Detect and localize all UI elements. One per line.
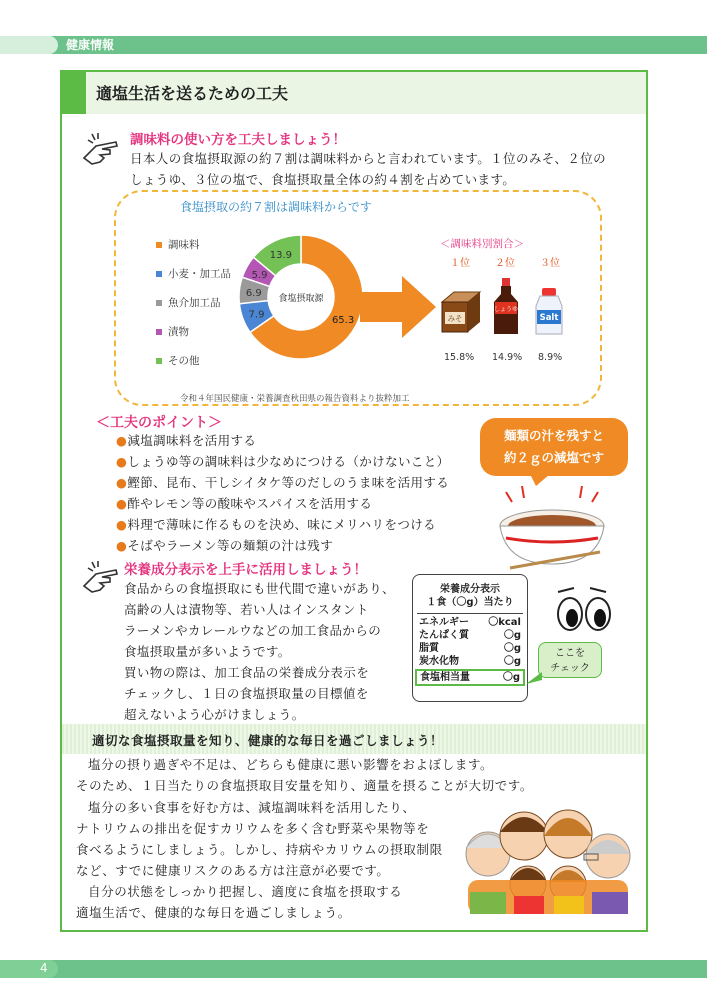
legend-swatch <box>156 329 162 335</box>
legend-swatch <box>156 271 162 277</box>
donut-value-label: 65.3 <box>331 315 355 327</box>
point-text: そばやラーメン等の麺類の汁は残す <box>127 538 334 553</box>
legend-item <box>156 325 231 354</box>
point-item <box>116 430 450 451</box>
pointing-hand-icon <box>80 556 122 598</box>
product-label-soy: しょうゆ <box>493 306 519 313</box>
section1-heading: 調味料の使い方を工夫しましょう！ <box>130 132 346 148</box>
tip-line-2: 約２ｇの減塩です <box>503 450 604 465</box>
donut-center-label: 食塩摂取源 <box>278 294 324 304</box>
chart-title: 食塩摂取の約７割は調味料からです <box>180 200 372 214</box>
salt-shaker-icon <box>534 288 564 336</box>
nutrition-row <box>419 616 521 629</box>
legend-item <box>156 296 231 325</box>
callout-pointer <box>526 672 542 686</box>
donut-value-label: 5.9 <box>251 269 268 281</box>
legend-label: 漬物 <box>168 326 189 338</box>
arrow-icon <box>360 272 438 342</box>
nutrition-title: 栄養成分表示 <box>440 584 500 595</box>
page-title: 適塩生活を送るための工夫 <box>96 84 289 103</box>
section2-line: 超えないよう心がけましょう。 <box>124 707 305 722</box>
tip-bubble <box>480 418 628 476</box>
soy-sauce-bottle-icon <box>492 278 520 336</box>
section3-line: 塩分の多い食事を好む方は、減塩調味料を活用したり、 <box>88 800 416 815</box>
footer-band-accent <box>0 960 58 978</box>
nutrition-row <box>419 655 521 668</box>
check-line-1: ここを <box>555 648 585 659</box>
donut-value-label: 13.9 <box>269 249 293 261</box>
nutrient-value: 〇g <box>502 672 520 683</box>
bullet-icon: ● <box>116 475 128 490</box>
point-text: 酢やレモン等の酸味やスパイスを活用する <box>127 496 373 511</box>
section1-line-1: 日本人の食塩摂取源の約７割は調味料からと言われています。１位のみそ、２位の <box>130 151 607 166</box>
nutrition-subtitle: １食（〇g）当たり <box>426 597 514 608</box>
check-here-callout <box>538 642 602 678</box>
section3-line: 塩分の摂り過ぎや不足は、どちらも健康に悪い影響をおよぼします。 <box>88 757 494 772</box>
nutrition-label <box>412 574 528 702</box>
section3-line: など、すでに健康リスクのある方は注意が必要です。 <box>76 863 390 878</box>
section2-line: 高齢の人は漬物等、若い人はインスタント <box>124 602 369 617</box>
section2-heading: 栄養成分表示を上手に活用しましょう！ <box>124 562 367 578</box>
rank-1-percent: 15.8% <box>444 352 475 363</box>
point-item <box>116 472 450 493</box>
nutrient-name: 炭水化物 <box>419 656 459 667</box>
tip-line-1: 麺類の汁を残すと <box>503 428 604 443</box>
nutrient-value: 〇g <box>503 643 521 654</box>
eyes-icon <box>554 586 614 636</box>
points-list <box>116 430 450 556</box>
section2-line: 食塩摂取量が多いようです。 <box>124 644 291 659</box>
section3-line: そのため、１日当たりの食塩摂取目安量を知り、適量を摂ることが大切です。 <box>76 778 534 793</box>
rank-2: ２位 <box>495 258 515 269</box>
chart-source: 令和４年国民健康・栄養調査秋田県の報告資料より抜粋加工 <box>180 394 410 404</box>
rank-1: １位 <box>450 258 470 269</box>
section2-line: 食品からの食塩摂取にも世代間で違いがあり、 <box>124 581 395 596</box>
check-line-2: チェック <box>550 663 590 674</box>
section3-line: ナトリウムの排出を促すカリウムを多く含む野菜や果物等を <box>76 821 430 836</box>
nutrition-row <box>419 642 521 655</box>
legend-item <box>156 238 231 267</box>
footer-band <box>0 960 707 978</box>
nutrient-value: 〇g <box>503 630 521 641</box>
rank-3: ３位 <box>540 258 560 269</box>
point-text: 減塩調味料を活用する <box>127 433 257 448</box>
page-number: 4 <box>40 961 48 975</box>
section3-line: 食べるようにしましょう。しかし、持病やカリウムの摂取制限 <box>76 842 443 857</box>
miso-container-icon <box>440 290 482 334</box>
legend-swatch <box>156 300 162 306</box>
point-item <box>116 535 450 556</box>
legend-swatch <box>156 358 162 364</box>
point-item <box>116 451 450 472</box>
title-accent <box>62 72 86 114</box>
legend-label: その他 <box>168 355 200 367</box>
nutrient-value: 〇kcal <box>488 617 521 628</box>
legend-label: 小麦・加工品 <box>168 268 231 280</box>
nutrient-name: 食塩相当量 <box>420 672 470 683</box>
bullet-icon: ● <box>116 538 128 553</box>
chart-legend <box>156 238 231 383</box>
section3-line: 適塩生活で、健康的な毎日を過ごしましょう。 <box>76 905 351 920</box>
nutrient-name: エネルギー <box>419 617 469 628</box>
points-heading: ＜工夫のポイント＞ <box>96 415 222 431</box>
legend-label: 調味料 <box>168 239 200 251</box>
legend-swatch <box>156 242 162 248</box>
nutrient-name: 脂質 <box>419 643 439 654</box>
product-label-miso: みそ <box>447 314 463 323</box>
header-band-accent <box>0 36 58 54</box>
product-label-salt: Salt <box>539 313 559 323</box>
section2-body <box>124 578 395 725</box>
point-item <box>116 493 450 514</box>
rank-2-percent: 14.9% <box>492 352 523 363</box>
section3-line: 自分の状態をしっかり把握し、適度に食塩を摂取する <box>88 884 403 899</box>
ranking-heading: ＜調味料別割合＞ <box>440 238 524 250</box>
legend-item <box>156 354 231 383</box>
point-text: 鰹節、昆布、干しシイタケ等のだしのうま味を活用する <box>127 475 450 490</box>
bullet-icon: ● <box>116 433 128 448</box>
nutrition-row-salt <box>415 669 525 686</box>
section1-line-2: しょうゆ、３位の塩で、食塩摂取量全体の約４割を占めています。 <box>130 172 516 187</box>
section2-line: チェックし、１日の食塩摂取量の目標値を <box>124 686 369 701</box>
point-text: しょうゆ等の調味料は少なめにつける（かけないこと） <box>127 454 450 469</box>
donut-value-label: 7.9 <box>248 309 265 321</box>
pointing-hand-icon <box>80 128 122 170</box>
legend-label: 魚介加工品 <box>168 297 221 309</box>
bullet-icon: ● <box>116 454 128 469</box>
header-label: 健康情報 <box>66 38 115 52</box>
donut-value-label: 6.9 <box>245 287 262 299</box>
nutrition-row <box>419 629 521 642</box>
family-illustration <box>458 796 636 914</box>
nutrition-divider <box>417 613 523 614</box>
legend-item <box>156 267 231 296</box>
donut-chart <box>236 232 366 362</box>
ramen-bowl-icon <box>492 480 612 574</box>
rank-3-percent: 8.9% <box>538 352 563 363</box>
point-item <box>116 514 450 535</box>
nutrient-name: たんぱく質 <box>419 630 469 641</box>
nutrient-value: 〇g <box>503 656 521 667</box>
section3-heading: 適切な食塩摂取量を知り、健康的な毎日を過ごしましょう！ <box>92 733 444 748</box>
bullet-icon: ● <box>116 517 128 532</box>
point-text: 料理で薄味に作るものを決め、味にメリハリをつける <box>127 517 437 532</box>
section2-line: ラーメンやカレールウなどの加工食品からの <box>124 623 382 638</box>
bullet-icon: ● <box>116 496 128 511</box>
section2-line: 買い物の際は、加工食品の栄養成分表示を <box>124 665 370 680</box>
